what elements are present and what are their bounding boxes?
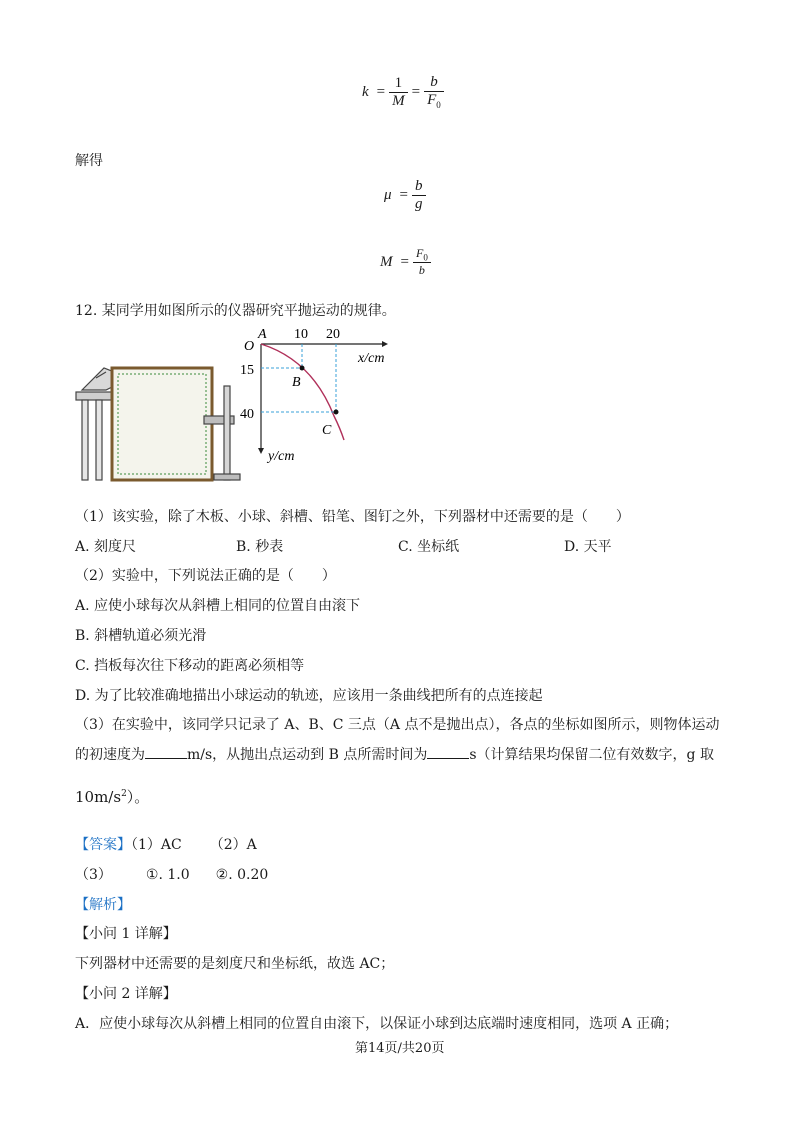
apparatus-drawing: [76, 368, 240, 480]
x-axis-label: x/cm: [358, 351, 385, 366]
q3-line3: $10m/s^2$）。: [75, 788, 150, 806]
q2-option-d: D. 为了比较准确地描出小球运动的轨迹，应该用一条曲线把所有的点连接起: [75, 688, 543, 704]
answer-blank-1: [145, 746, 187, 759]
page-footer: 第14页/共20页: [355, 1041, 445, 1056]
formula-M: M = $\frac{F_0}{b}$: [376, 246, 431, 278]
q3-line2: 的初速度为 m/s，从抛出点运动到 B 点所需时间为 s（计算结果均保留二位有效数字，g 取: [75, 747, 714, 763]
tick-y15: 15: [240, 363, 254, 378]
formula-mu: μ = $\frac{b}{g}$: [380, 178, 426, 213]
sub2-tag: 【小问 2 详解】: [75, 986, 177, 1002]
point-c-dot: [334, 410, 339, 415]
point-b-dot: [300, 366, 305, 371]
analysis-tag: 【解析】: [75, 897, 131, 913]
tick-x10: 10: [294, 327, 308, 342]
fraction-F0-over-b: $\frac{F_0}{b}$: [413, 246, 431, 278]
answer-row-2: （3） ①. 1.0 ②. 0.20: [75, 867, 269, 883]
fraction-b-over-F0: $\frac{b}{F_0}$: [424, 74, 444, 110]
answer-blank-2: [427, 746, 469, 759]
q2-text: （2）实验中，下列说法正确的是（ ）: [75, 568, 336, 584]
label-origin: O: [244, 339, 255, 354]
q2-option-b: B. 斜槽轨道必须光滑: [75, 628, 207, 644]
fraction-b-over-g: $\frac{b}{g}$: [412, 178, 426, 213]
q1-option-a: A. 刻度尺: [75, 539, 137, 555]
q1-text: （1）该实验，除了木板、小球、斜槽、铅笔、图钉之外，下列器材中还需要的是（ ）: [75, 509, 630, 525]
label-a: A: [258, 327, 267, 342]
q2-option-c: C. 挡板每次往下移动的距离必须相等: [75, 658, 305, 674]
solve-label: 解得: [75, 153, 103, 169]
label-b: B: [292, 375, 301, 390]
tick-y40: 40: [240, 407, 254, 422]
y-axis-label: y/cm: [268, 449, 295, 464]
answer-tag: 【答案】: [75, 837, 131, 853]
answer-row-1: 【答案】（1）AC （2）A: [75, 837, 257, 853]
sub2-text: A．应使小球每次从斜槽上相同的位置自由滚下，以保证小球到达底端时速度相同，选项 A 正确；: [75, 1016, 679, 1032]
experiment-figure: [72, 320, 402, 490]
coordinate-graph: [240, 327, 388, 464]
q3-line1: （3）在实验中，该同学只记录了 A、B、C 三点（A 点不是抛出点），各点的坐标如图所示，则物体运动: [75, 717, 720, 733]
label-c: C: [322, 423, 332, 438]
formula-k: k = $\frac{1}{M}$ = $\frac{b}{F_0}$: [358, 74, 444, 110]
q1-option-b: B. 秒表: [236, 539, 284, 555]
q1-option-c: C. 坐标纸: [398, 539, 460, 555]
q1-option-d: D. 天平: [564, 539, 612, 555]
sub1-text: 下列器材中还需要的是刻度尺和坐标纸，故选 AC；: [75, 956, 395, 972]
sub1-tag: 【小问 1 详解】: [75, 926, 177, 942]
tick-x20: 20: [326, 327, 340, 342]
q2-option-a: A. 应使小球每次从斜槽上相同的位置自由滚下: [75, 598, 361, 614]
question-stem: 12. 某同学用如图所示的仪器研究平抛运动的规律。: [75, 303, 396, 319]
fraction-1-over-M: $\frac{1}{M}$: [389, 75, 408, 110]
